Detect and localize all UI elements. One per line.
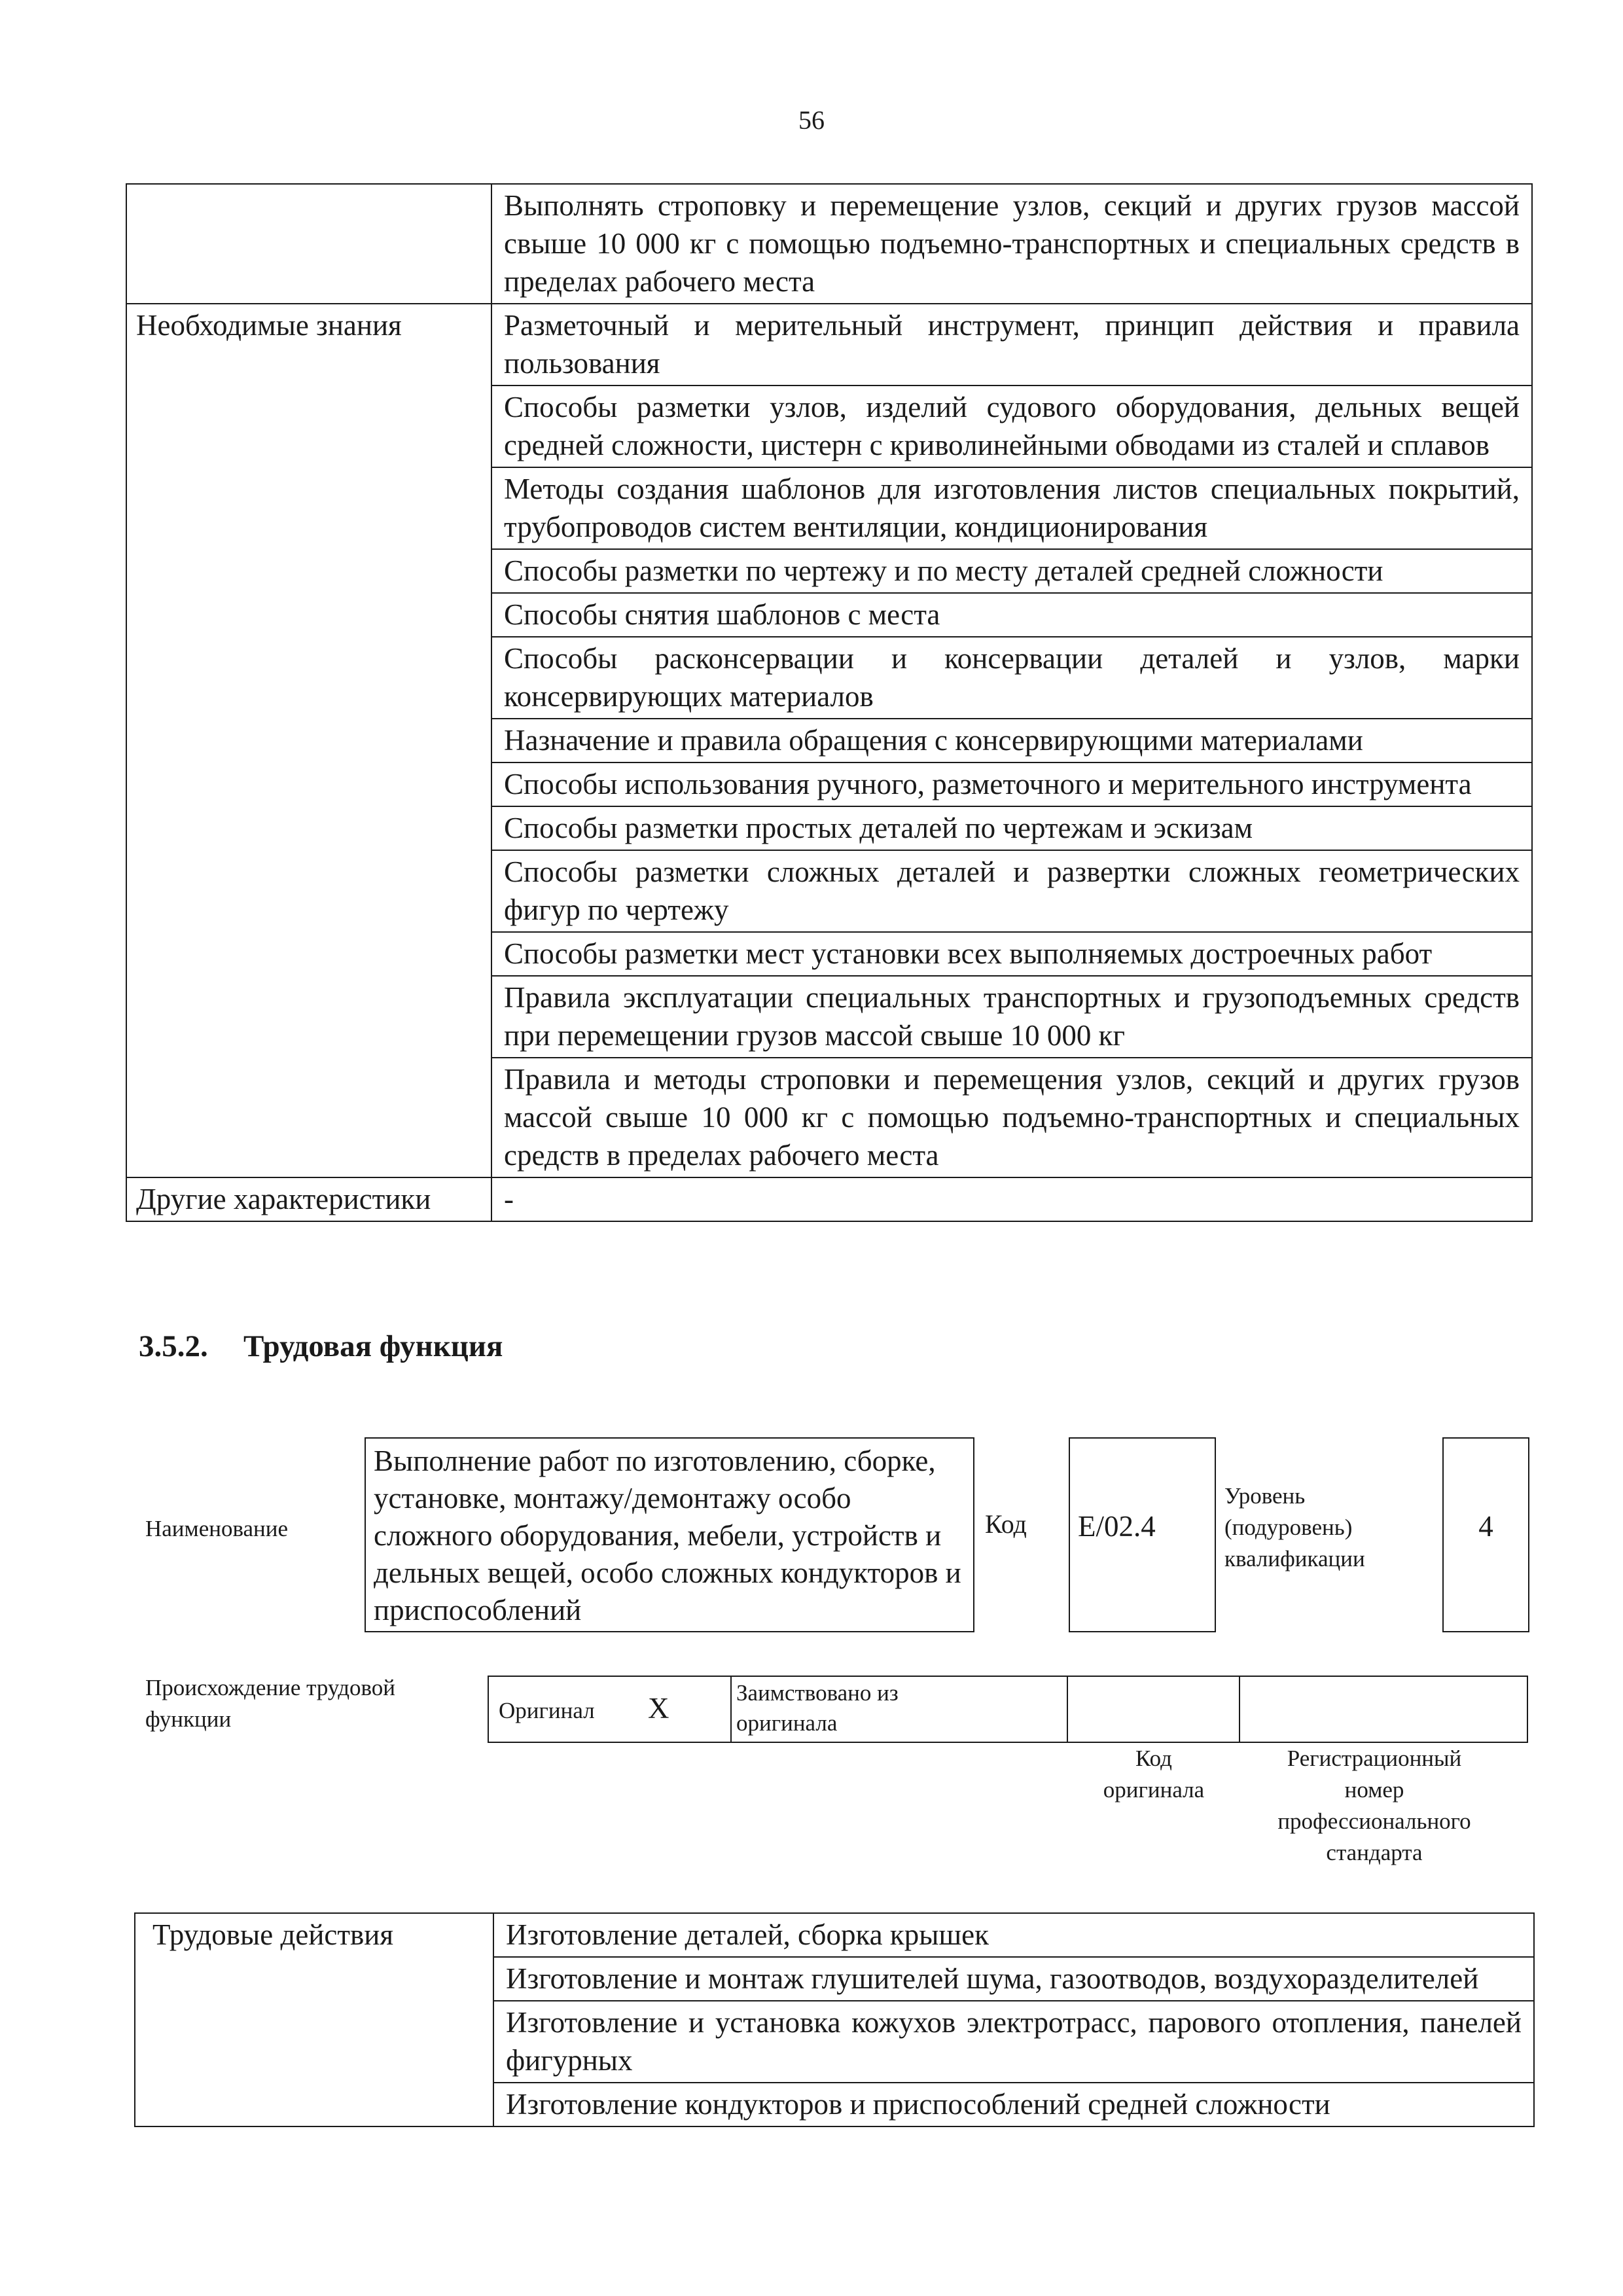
function-name-box: Выполнение работ по изготовлению, сборке, установке, монтажу/демонтажу особо сложного оборудования, мебели, устройств и дельных вещей, особо сложных кондукторов и приспособлений: [365, 1437, 974, 1632]
caption-line: номер: [1344, 1777, 1404, 1803]
table-row: [126, 304, 1532, 386]
action-item: Изготовление и монтаж глушителей шума, газоотводов, воздухоразделителей: [493, 1957, 1534, 2001]
knowledge-item: Способы расконсервации и консервации деталей и узлов, марки консервирующих материалов: [491, 637, 1532, 719]
table-row: [126, 1177, 1532, 1221]
origin-row: [488, 1676, 1528, 1743]
table-row: [126, 184, 1532, 304]
borrowed-label: [736, 1678, 899, 1738]
knowledge-item: Правила эксплуатации специальных транспортных и грузоподъемных средств при перемещении грузов массой свыше 10 000 кг: [491, 976, 1532, 1058]
borrowed-label-line: Заимствовано из: [736, 1680, 899, 1706]
knowledge-item: Способы разметки по чертежу и по месту деталей средней сложности: [491, 549, 1532, 593]
caption-line: стандарта: [1326, 1840, 1423, 1865]
original-label: Оригинал: [499, 1698, 595, 1723]
knowledge-item: Разметочный и мерительный инструмент, принцип действия и правила пользования: [491, 304, 1532, 386]
qualification-level-box: 4: [1442, 1437, 1529, 1632]
actions-label: Трудовые действия: [135, 1913, 493, 2126]
knowledge-item: Способы разметки простых деталей по чертежам и эскизам: [491, 806, 1532, 850]
borrowed-label-line: оригинала: [736, 1710, 838, 1736]
level-label-line: Уровень: [1224, 1483, 1306, 1509]
section-heading: [139, 1329, 503, 1364]
caption-line: Регистрационный: [1287, 1746, 1462, 1771]
action-item: Изготовление и установка кожухов электротрасс, парового отопления, панелей фигурных: [493, 2001, 1534, 2083]
section-title: Трудовая функция: [243, 1329, 503, 1363]
origin-label-line: Происхождение трудовой: [145, 1675, 396, 1700]
action-item: Изготовление кондукторов и приспособлений средней сложности: [493, 2083, 1534, 2126]
skill-cell: Выполнять строповку и перемещение узлов, секций и других грузов массой свыше 10 000 кг с помощью подъемно-транспортных и специальных средств в пределах рабочего места: [491, 184, 1532, 304]
knowledge-item: Способы разметки узлов, изделий судового оборудования, дельных вещей средней сложности, цистерн с криволинейными обводами из сталей и сплавов: [491, 386, 1532, 467]
knowledge-item: Назначение и правила обращения с консервирующими материалами: [491, 719, 1532, 762]
level-label-line: (подуровень): [1224, 1515, 1353, 1540]
table-row: [135, 1913, 1534, 1957]
knowledge-item: Способы использования ручного, разметочного и мерительного инструмента: [491, 762, 1532, 806]
origin-label: [145, 1672, 395, 1735]
function-code-box: E/02.4: [1069, 1437, 1216, 1632]
caption-line: профессионального: [1277, 1808, 1471, 1834]
knowledge-label: Необходимые знания: [126, 304, 491, 1177]
origin-label-line: функции: [145, 1706, 232, 1732]
code-label: Код: [985, 1509, 1027, 1539]
caption-line: оригинала: [1103, 1777, 1205, 1803]
divider: [730, 1677, 732, 1742]
divider: [1239, 1677, 1240, 1742]
table-cell-empty: [126, 184, 491, 304]
other-value: -: [491, 1177, 1532, 1221]
labor-actions-table: [134, 1912, 1535, 2127]
page-number: 56: [798, 105, 825, 135]
knowledge-item: Способы разметки мест установки всех выполняемых достроечных работ: [491, 932, 1532, 976]
other-label: Другие характеристики: [126, 1177, 491, 1221]
registration-number-caption: [1243, 1743, 1505, 1869]
knowledge-item: Правила и методы строповки и перемещения узлов, секций и других грузов массой свыше 10 000 кг с помощью подъемно-транспортных и специальных средств в пределах рабочего места: [491, 1058, 1532, 1177]
knowledge-table: [126, 183, 1533, 1222]
divider: [1067, 1677, 1068, 1742]
action-item: Изготовление деталей, сборка крышек: [493, 1913, 1534, 1957]
knowledge-item: Методы создания шаблонов для изготовления листов специальных покрытий, трубопроводов систем вентиляции, кондиционирования: [491, 467, 1532, 549]
name-label: Наименование: [145, 1516, 289, 1541]
original-code-caption: [1088, 1743, 1219, 1806]
level-label-line: квалификации: [1224, 1546, 1365, 1571]
original-mark: X: [648, 1692, 669, 1725]
section-number: 3.5.2.: [139, 1329, 208, 1363]
level-label: [1224, 1480, 1365, 1575]
knowledge-item: Способы разметки сложных деталей и развертки сложных геометрических фигур по чертежу: [491, 850, 1532, 932]
caption-line: Код: [1135, 1746, 1172, 1771]
knowledge-item: Способы снятия шаблонов с места: [491, 593, 1532, 637]
